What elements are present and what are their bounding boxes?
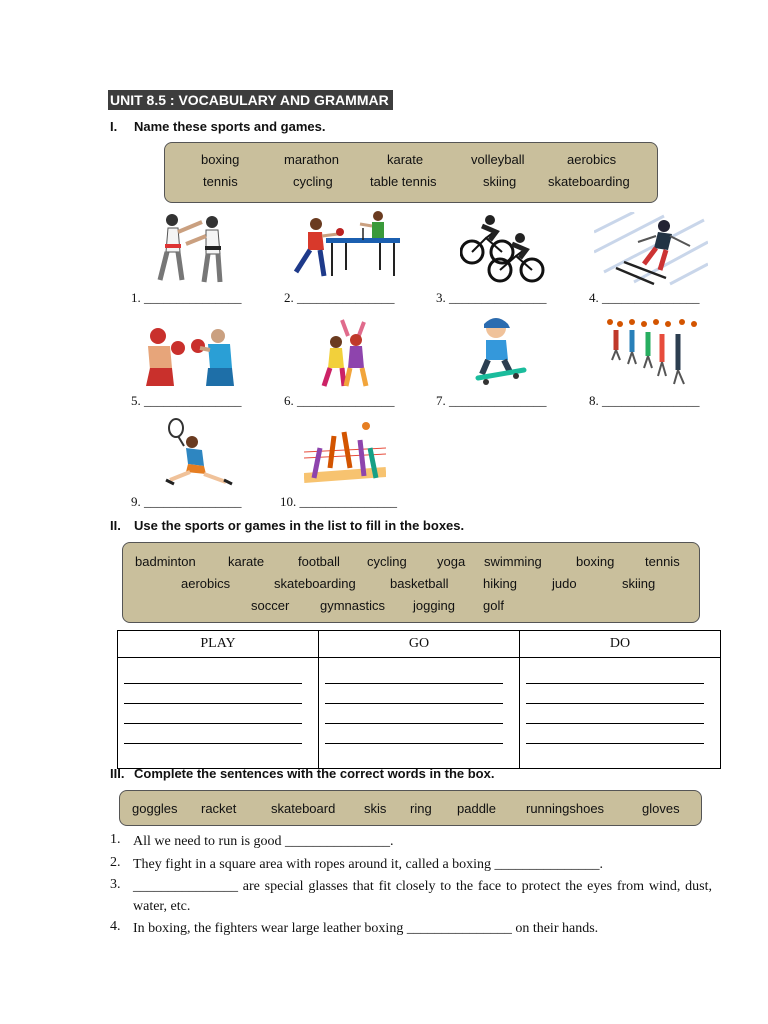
sentence-number: 2. xyxy=(110,855,121,870)
wordbox-3-word: skis xyxy=(364,801,387,816)
answer-line[interactable] xyxy=(526,704,704,724)
sentence-number: 1. xyxy=(110,832,121,847)
wordbox-3-word: skateboard xyxy=(271,801,336,816)
skiing-picture xyxy=(594,212,708,286)
sentence-number: 3. xyxy=(110,877,121,892)
go-column xyxy=(319,658,520,769)
wordbox-2-word: hiking xyxy=(483,576,517,591)
do-column xyxy=(520,658,721,769)
answer-blank[interactable]: 2. _______________ xyxy=(284,290,395,305)
sentence-text: In boxing, the fighters wear large leather boxing _______________ on their hands. xyxy=(133,921,599,936)
wordbox-2-word: aerobics xyxy=(181,576,231,591)
answer-line[interactable] xyxy=(325,684,503,704)
sentence-2 xyxy=(110,855,712,875)
wordbox-1-word: tennis xyxy=(203,174,238,189)
sentence-text: _______________ are special glasses that fit closely to the face to protect the eyes from wind, dust, water, etc. xyxy=(133,879,712,914)
answer-line[interactable] xyxy=(325,724,503,744)
wordbox-2-word: judo xyxy=(552,576,577,591)
wordbox-3-word: paddle xyxy=(457,801,497,816)
wordbox-1-word: table tennis xyxy=(370,174,437,189)
wordbox-2-word: skiing xyxy=(622,576,656,591)
section-1-text: Name these sports and games. xyxy=(134,119,326,134)
cycling-picture xyxy=(460,212,546,286)
answer-blank[interactable]: 8. _______________ xyxy=(589,393,700,408)
karate-picture xyxy=(150,210,234,286)
wordbox-1-word: boxing xyxy=(201,152,240,167)
wordbox-2-word: cycling xyxy=(367,554,407,569)
table-header-do: DO xyxy=(520,631,721,658)
wordbox-3-word: ring xyxy=(410,801,432,816)
wordbox-2 xyxy=(122,542,700,623)
tennis-picture xyxy=(158,418,238,488)
answer-blank[interactable]: 10. _______________ xyxy=(280,494,397,509)
wordbox-1-word: marathon xyxy=(284,152,339,167)
answer-line[interactable] xyxy=(124,664,302,684)
sentence-text: All we need to run is good _______________. xyxy=(133,834,394,849)
wordbox-3-word: racket xyxy=(201,801,237,816)
section-3-heading xyxy=(110,766,494,781)
wordbox-2-word: soccer xyxy=(251,598,290,613)
answer-blank[interactable]: 7. _______________ xyxy=(436,393,547,408)
table-header-go: GO xyxy=(319,631,520,658)
aerobics-picture xyxy=(316,318,376,388)
wordbox-1 xyxy=(164,142,658,203)
wordbox-1-word: skateboarding xyxy=(548,174,630,189)
answer-line[interactable] xyxy=(526,664,704,684)
sentence-1 xyxy=(110,832,712,852)
wordbox-3 xyxy=(119,790,702,826)
answer-line[interactable] xyxy=(124,684,302,704)
answer-line[interactable] xyxy=(325,664,503,684)
wordbox-2-word: golf xyxy=(483,598,504,613)
sentence-3 xyxy=(110,877,712,917)
wordbox-1-word: cycling xyxy=(293,174,333,189)
wordbox-1-word: aerobics xyxy=(567,152,617,167)
wordbox-1-word: volleyball xyxy=(471,152,525,167)
wordbox-2-word: basketball xyxy=(390,576,449,591)
wordbox-2-word: tennis xyxy=(645,554,680,569)
wordbox-3-word: runningshoes xyxy=(526,801,605,816)
wordbox-3-word: goggles xyxy=(132,801,178,816)
wordbox-2-word: skateboarding xyxy=(274,576,356,591)
sentence-4 xyxy=(110,919,712,939)
wordbox-2-word: boxing xyxy=(576,554,615,569)
table-header-play: PLAY xyxy=(118,631,319,658)
table-tennis-picture xyxy=(286,210,404,286)
answer-line[interactable] xyxy=(124,704,302,724)
answer-blank[interactable]: 9. _______________ xyxy=(131,494,242,509)
wordbox-2-word: badminton xyxy=(135,554,196,569)
wordbox-2-word: football xyxy=(298,554,340,569)
sentence-number: 4. xyxy=(110,919,121,934)
wordbox-1-word: skiing xyxy=(483,174,517,189)
answer-blank[interactable]: 1. _______________ xyxy=(131,290,242,305)
category-table xyxy=(117,630,721,769)
section-1-number: I. xyxy=(110,119,118,134)
section-2-text: Use the sports or games in the list to fill in the boxes. xyxy=(134,518,465,533)
answer-blank[interactable]: 3. _______________ xyxy=(436,290,547,305)
wordbox-2-word: yoga xyxy=(437,554,466,569)
wordbox-2-word: karate xyxy=(228,554,265,569)
section-1-heading xyxy=(110,119,325,134)
wordbox-3-word: gloves xyxy=(642,801,680,816)
answer-line[interactable] xyxy=(526,684,704,704)
section-2-number: II. xyxy=(110,518,121,533)
marathon-picture xyxy=(604,316,700,386)
answer-line[interactable] xyxy=(526,724,704,744)
wordbox-2-word: swimming xyxy=(484,554,542,569)
section-2-heading xyxy=(110,518,464,533)
wordbox-1-word: karate xyxy=(387,152,424,167)
sentence-text: They fight in a square area with ropes around it, called a boxing _______________. xyxy=(133,857,604,872)
answer-line[interactable] xyxy=(325,704,503,724)
page-title: UNIT 8.5 : VOCABULARY AND GRAMMAR xyxy=(108,90,393,110)
answer-line[interactable] xyxy=(124,724,302,744)
section-3-text: Complete the sentences with the correct words in the box. xyxy=(134,766,495,781)
wordbox-2-word: gymnastics xyxy=(320,598,386,613)
skateboarding-picture xyxy=(470,314,532,386)
play-column xyxy=(118,658,319,769)
volleyball-picture xyxy=(304,418,386,486)
wordbox-2-word: jogging xyxy=(413,598,455,613)
answer-blank[interactable]: 5. _______________ xyxy=(131,393,242,408)
section-3-number: III. xyxy=(110,766,125,781)
answer-blank[interactable]: 6. _______________ xyxy=(284,393,395,408)
answer-blank[interactable]: 4. _______________ xyxy=(589,290,700,305)
boxing-picture xyxy=(140,322,244,388)
